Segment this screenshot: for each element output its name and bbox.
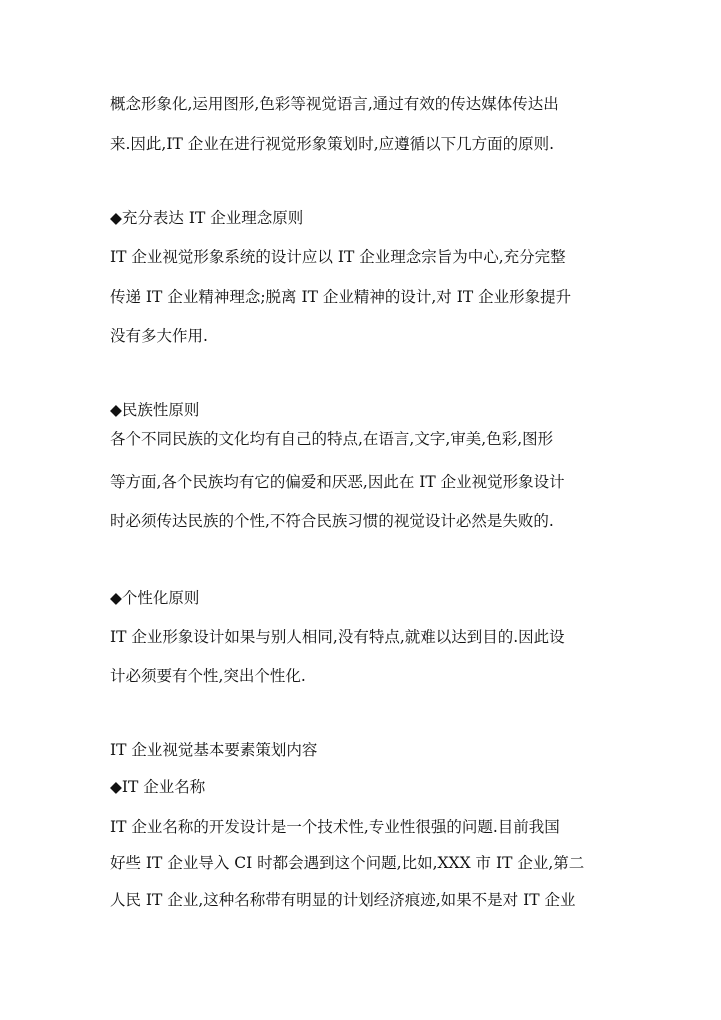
ethnic-principle-line-1: 各个不同民族的文化均有自己的特点,在语言,文字,审美,色彩,图形 — [110, 430, 554, 448]
individual-principle-line-2: 计必须要有个性,突出个性化. — [110, 667, 306, 685]
company-name-heading: ◆IT 企业名称 — [110, 778, 206, 796]
company-name-line-1: IT 企业名称的开发设计是一个技术性,专业性很强的问题.目前我国 — [110, 818, 560, 836]
ethnic-principle-line-3: 时必须传达民族的个性,不符合民族习惯的视觉设计必然是失败的. — [110, 512, 554, 530]
concept-principle-heading: ◆充分表达 IT 企业理念原则 — [110, 209, 304, 227]
concept-principle-line-1: IT 企业视觉形象系统的设计应以 IT 企业理念宗旨为中心,充分完整 — [110, 248, 566, 266]
company-name-line-2: 好些 IT 企业导入 CI 时都会遇到这个问题,比如,XXX 市 IT 企业,第二 — [110, 854, 585, 872]
basic-elements-title: IT 企业视觉基本要素策划内容 — [110, 741, 318, 759]
intro-line-1: 概念形象化,运用图形,色彩等视觉语言,通过有效的传达媒体传达出 — [110, 95, 559, 113]
ethnic-principle-line-2: 等方面,各个民族均有它的偏爱和厌恶,因此在 IT 企业视觉形象设计 — [110, 473, 565, 491]
intro-line-2: 来.因此,IT 企业在进行视觉形象策划时,应遵循以下几方面的原则. — [110, 135, 555, 153]
company-name-line-3: 人民 IT 企业,这种名称带有明显的计划经济痕迹,如果不是对 IT 企业 — [110, 891, 576, 909]
ethnic-principle-heading: ◆民族性原则 — [110, 401, 200, 419]
concept-principle-line-3: 没有多大作用. — [110, 327, 208, 345]
individual-principle-heading: ◆个性化原则 — [110, 589, 200, 607]
individual-principle-line-1: IT 企业形象设计如果与别人相同,没有特点,就难以达到目的.因此设 — [110, 628, 565, 646]
concept-principle-line-2: 传递 IT 企业精神理念;脱离 IT 企业精神的设计,对 IT 企业形象提升 — [110, 288, 572, 306]
